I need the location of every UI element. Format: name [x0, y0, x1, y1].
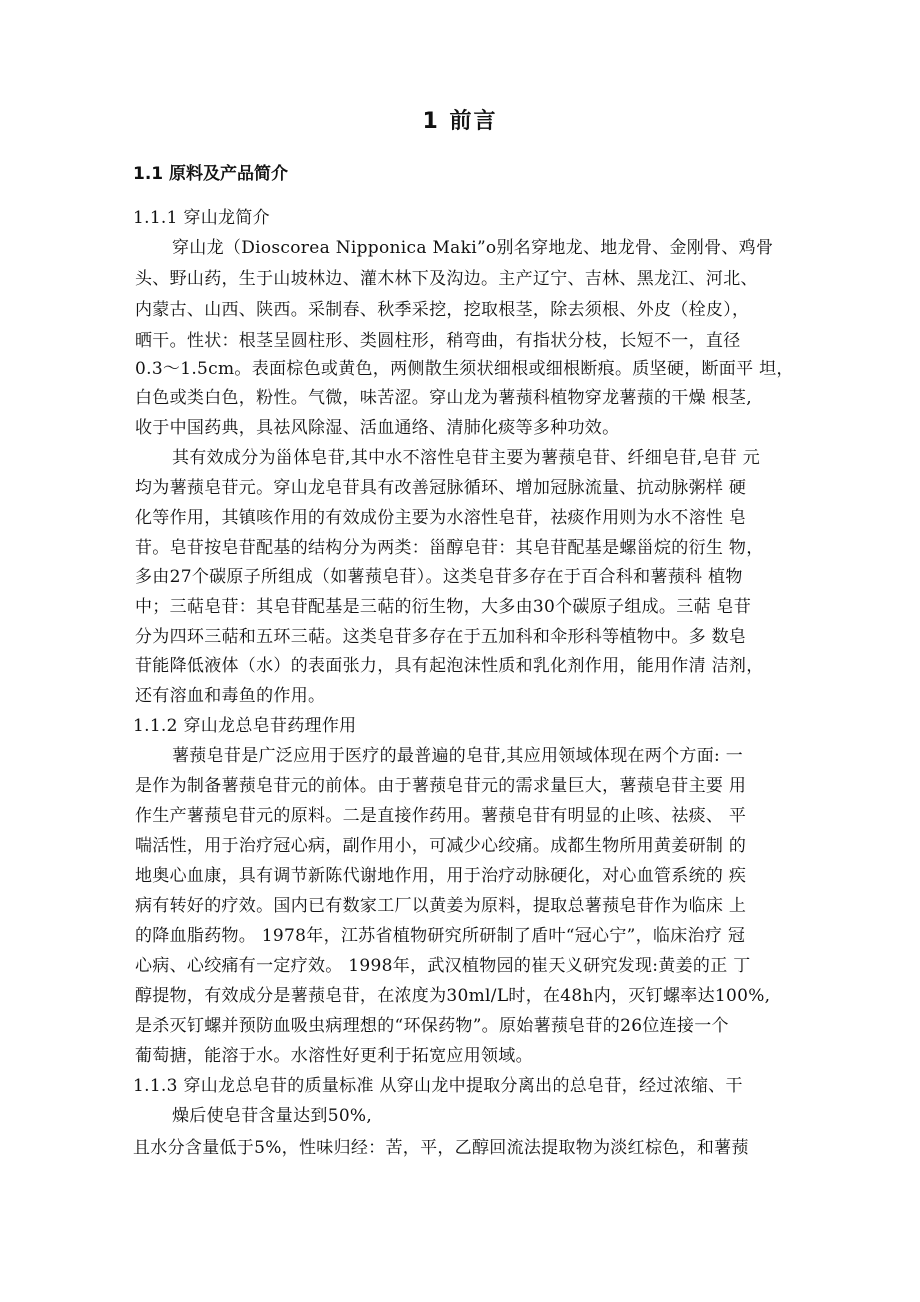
paragraph-line: 心病、心绞痛有一定疗效。 1998年，武汉植物园的崔天义研究发现:黄姜的正 丁: [135, 956, 751, 976]
subsection-heading-1-1-2: 1.1.2 穿山龙总皂苷药理作用: [133, 716, 357, 736]
paragraph-line: 化等作用，其镇咳作用的有效成份主要为水溶性皂苷，祛痰作用则为水不溶性 皂: [135, 508, 747, 528]
paragraph-line: 喘活性，用于治疗冠心病，副作用小，可减少心绞痛。成都生物所用黄姜研制 的: [135, 836, 747, 856]
paragraph-line: 头、野山药，生于山坡林边、灌木林下及沟边。主产辽宁、吉林、黑龙江、河北、: [135, 269, 758, 289]
paragraph-line: 葡萄搪，能溶于水。水溶性好更利于拓宽应用领域。: [135, 1046, 533, 1066]
paragraph-line: 是作为制备薯蓣皂苷元的前体。由于薯蓣皂苷元的需求量巨大，薯蓣皂苷主要 用: [135, 776, 747, 796]
paragraph-line: 还有溶血和毒鱼的作用。: [135, 686, 326, 706]
paragraph-line: 的降血脂药物。 1978年，江苏省植物研究所研制了盾叶“冠心宁”，临床治疗 冠: [135, 926, 746, 946]
paragraph-line: 薯蓣皂苷是广泛应用于医疗的最普遍的皂苷,其应用领域体现在两个方面: 一: [172, 746, 744, 766]
paragraph-line: 内蒙古、山西、陕西。采制春、秋季采挖，挖取根茎，除去须根、外皮（栓皮），: [135, 300, 750, 320]
paragraph-line: 多由27个碳原子所组成（如薯蓣皂苷）。这类皂苷多存在于百合科和薯蓣科 植物: [135, 567, 743, 587]
paragraph-line: 病有转好的疗效。国内已有数家工厂以黄姜为原料，提取总薯蓣皂苷作为临床 上: [135, 896, 747, 916]
paragraph-line: 均为薯蓣皂苷元。穿山龙皂苷具有改善冠脉循环、增加冠脉流量、抗动脉粥样 硬: [135, 478, 747, 498]
paragraph-line: 0.3〜1.5cm。表面棕色或黄色，两侧散生须状细根或细根断痕。质坚硬，断面平 坦，: [135, 359, 794, 379]
paragraph-line: 燥后使皂苷含量达到50%,: [172, 1106, 373, 1126]
paragraph-line: 是杀灭钉螺并预防血吸虫病理想的“环保药物”。原始薯蓣皂苷的26位连接一个: [135, 1016, 729, 1036]
paragraph-line: 醇提物，有效成分是薯蓣皂苷，在浓度为30ml/L时，在48h内，灭钉螺率达100%,: [135, 986, 771, 1006]
page-title: 1 前言: [422, 109, 498, 134]
paragraph-line: 且水分含量低于5%，性味归经：苦，平，乙醇回流法提取物为淡红棕色，和薯蓣: [133, 1138, 749, 1158]
paragraph-line: 分为四环三萜和五环三萜。这类皂苷多存在于五加科和伞形科等植物中。多 数皂: [135, 627, 747, 647]
paragraph-line: 中；三萜皂苷：其皂苷配基是三萜的衍生物，大多由30个碳原子组成。三萜 皂苷: [135, 597, 752, 617]
paragraph-line: 收于中国药典，具祛风除湿、活血通络、清肺化痰等多种功效。: [135, 418, 620, 438]
paragraph-line: 地奥心血康，具有调节新陈代谢地作用，用于治疗动脉硬化，对心血管系统的 疾: [135, 866, 747, 886]
section-heading-1-1: 1.1 原料及产品简介: [133, 164, 289, 184]
paragraph-line: 穿山龙（Dioscorea Nipponica Maki”o别名穿地龙、地龙骨、金刚骨、鸡骨: [172, 238, 774, 258]
paragraph-line: 苷。皂苷按皂苷配基的结构分为两类：甾醇皂苷：其皂苷配基是螺甾烷的衍生 物，: [135, 538, 764, 558]
subsection-heading-1-1-1: 1.1.1 穿山龙简介: [133, 208, 270, 228]
subsection-heading-1-1-3: 1.1.3 穿山龙总皂苷的质量标准 从穿山龙中提取分离出的总皂苷，经过浓缩、干: [133, 1076, 743, 1096]
paragraph-line: 晒干。性状：根茎呈圆柱形、类圆柱形，稍弯曲，有指状分枝，长短不一，直径: [135, 331, 741, 351]
paragraph-line: 苷能降低液体（水）的表面张力，具有起泡沫性质和乳化剂作用，能用作清 洁剂，: [135, 656, 764, 676]
paragraph-line: 作生产薯蓣皂苷元的原料。二是直接作药用。薯蓣皂苷有明显的止咳、祛痰、 平: [135, 806, 747, 826]
paragraph-line: 其有效成分为甾体皂苷,其中水不溶性皂苷主要为薯蓣皂苷、纤细皂苷,皂苷 元: [172, 448, 761, 468]
paragraph-line: 白色或类白色，粉性。气微，味苦涩。穿山龙为薯蓣科植物穿龙薯蓣的干燥 根茎,: [135, 388, 752, 408]
